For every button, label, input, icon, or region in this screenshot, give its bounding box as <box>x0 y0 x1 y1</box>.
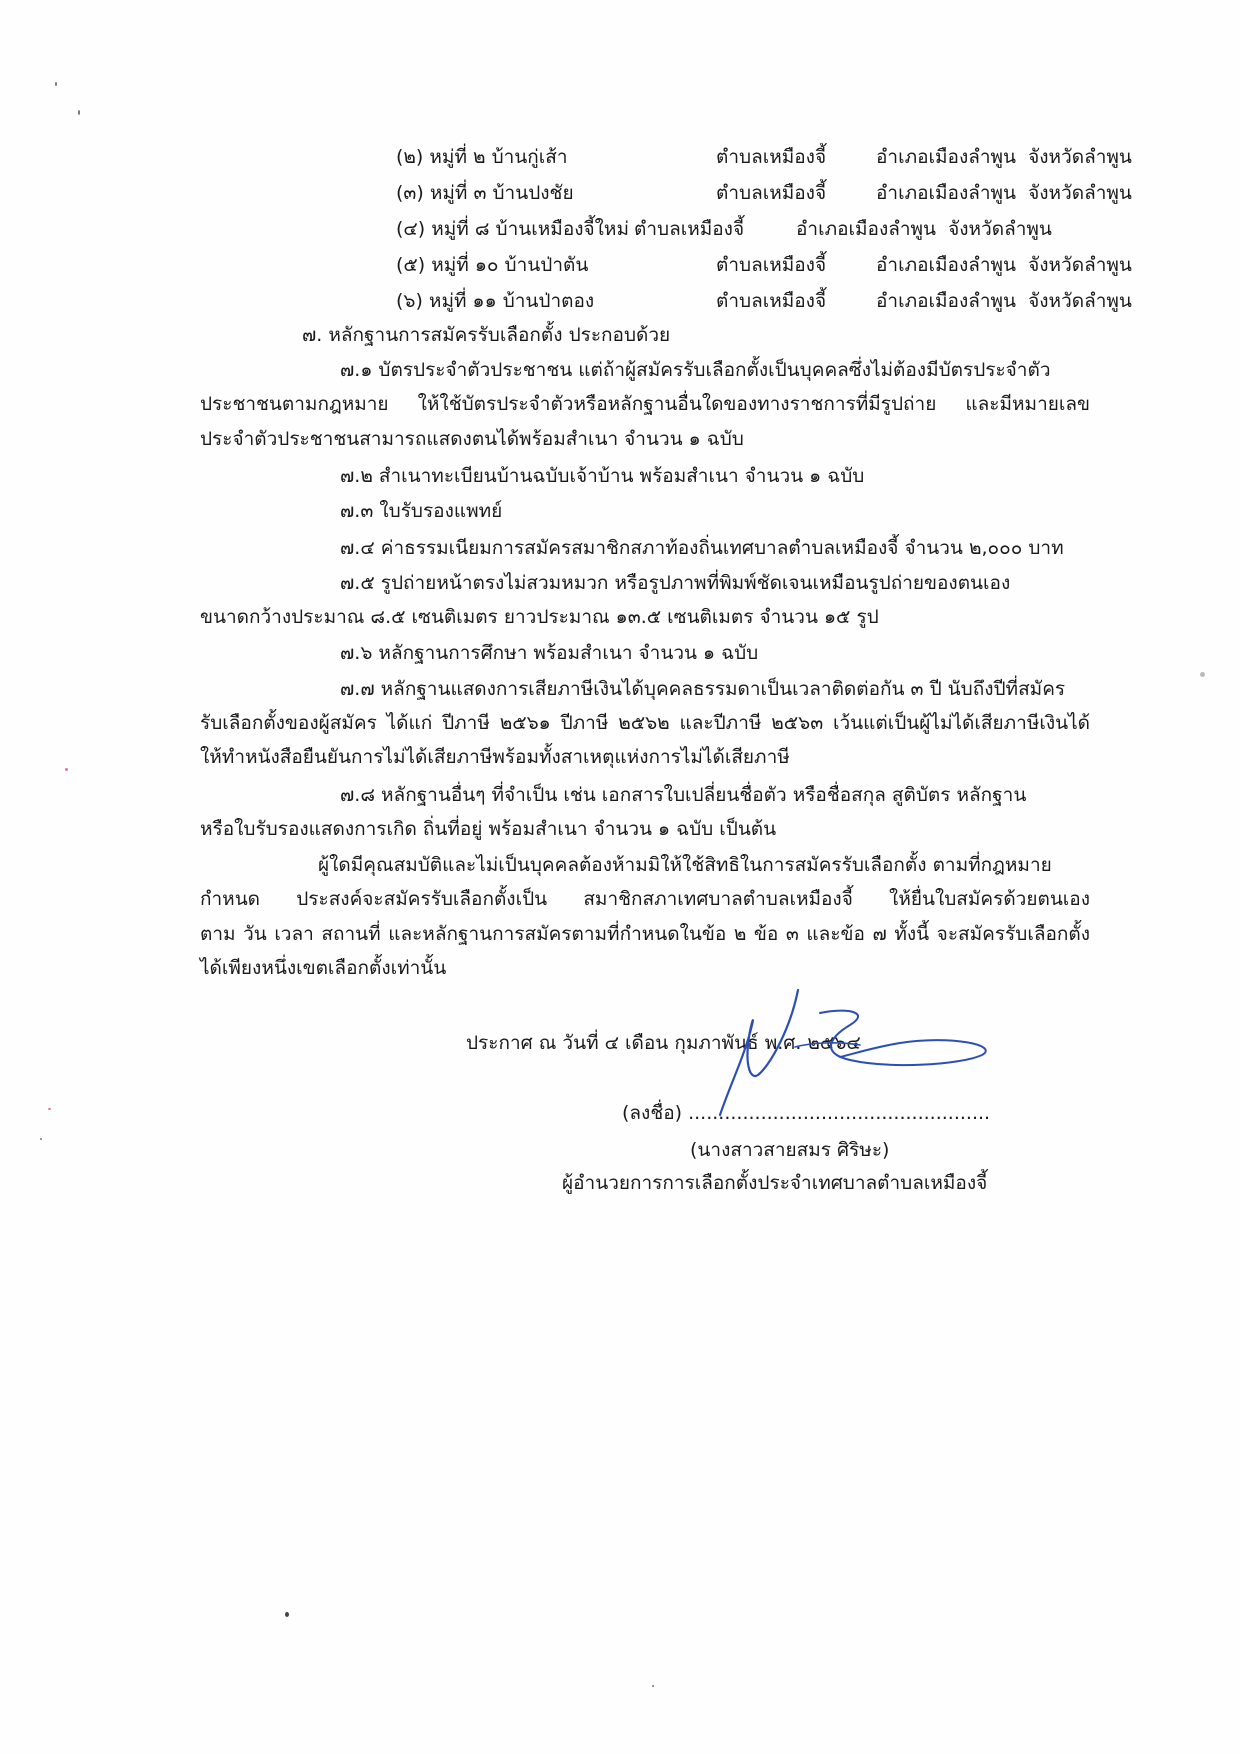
village-subdistrict: ตำบลเหมืองจี้ <box>634 218 745 240</box>
village-district-province <box>876 178 1132 208</box>
village-province: จังหวัดลำพูน <box>1028 290 1132 312</box>
item-7-6: ๗.๖ หลักฐานการศึกษา พร้อมสำเนา จำนวน ๑ ฉบับ <box>340 642 759 664</box>
signer-name: (นางสาวสายสมร ศิริษะ) <box>690 1139 890 1161</box>
village-number: (๕) หมู่ที่ ๑๐ บ้านป่าตัน <box>396 254 589 276</box>
signature-line: (ลงชื่อ) .................................................. <box>622 1102 991 1124</box>
scan-speck <box>48 1108 51 1110</box>
closing-line: ได้เพียงหนึ่งเขตเลือกตั้งเท่านั้น <box>200 957 447 979</box>
signer-title: ผู้อำนวยการการเลือกตั้งประจำเทศบาลตำบลเหมืองจี้ <box>562 1172 988 1194</box>
village-district-province <box>796 214 1052 244</box>
item-7-7-line: รับเลือกตั้งของผู้สมัคร ได้แก่ ปีภาษี ๒๕๖๑ ปีภาษี ๒๕๖๒ และปีภาษี ๒๕๖๓ เว้นแต่เป็นผู้ไม่ได้เสียภาษีเงินได้ <box>200 712 1090 734</box>
village-row <box>396 142 1132 172</box>
handwritten-signature <box>700 985 1000 1125</box>
village-province: จังหวัดลำพูน <box>1028 182 1132 204</box>
item-7-3: ๗.๓ ใบรับรองแพทย์ <box>340 500 503 522</box>
village-subdistrict: ตำบลเหมืองจี้ <box>716 146 827 168</box>
village-district-province <box>876 142 1132 172</box>
village-district: อำเภอเมืองลำพูน <box>796 218 937 240</box>
item-7-8-line: ๗.๘ หลักฐานอื่นๆ ที่จำเป็น เช่น เอกสารใบเปลี่ยนชื่อตัว หรือชื่อสกุล สูติบัตร หลักฐาน <box>340 784 1027 806</box>
village-province: จังหวัดลำพูน <box>1028 146 1132 168</box>
village-number: (๖) หมู่ที่ ๑๑ บ้านป่าตอง <box>396 290 595 312</box>
village-district: อำเภอเมืองลำพูน <box>876 254 1017 276</box>
item-7-4: ๗.๔ ค่าธรรมเนียมการสมัครสมาชิกสภาท้องถิ่นเทศบาลตำบลเหมืองจี้ จำนวน ๒,๐๐๐ บาท <box>340 537 1064 559</box>
announcement-date: ประกาศ ณ วันที่ ๔ เดือน กุมภาพันธ์ พ.ศ. ๒๕๖๔ <box>466 1032 861 1054</box>
village-row <box>396 250 1132 280</box>
village-row <box>396 178 1132 208</box>
scan-speck <box>285 1612 289 1617</box>
item-7-1-line: ๗.๑ บัตรประจำตัวประชาชน แต่ถ้าผู้สมัครรับเลือกตั้งเป็นบุคคลซึ่งไม่ต้องมีบัตรประจำตัว <box>340 359 1051 381</box>
village-subdistrict: ตำบลเหมืองจี้ <box>716 254 827 276</box>
item-7-5-line: ๗.๕ รูปถ่ายหน้าตรงไม่สวมหมวก หรือรูปภาพที่พิมพ์ชัดเจนเหมือนรูปถ่ายของตนเอง <box>340 572 1011 594</box>
village-number: (๒) หมู่ที่ ๒ บ้านกู่เส้า <box>396 146 568 168</box>
village-subdistrict: ตำบลเหมืองจี้ <box>716 290 827 312</box>
village-subdistrict: ตำบลเหมืองจี้ <box>716 182 827 204</box>
scan-speck <box>1200 672 1205 677</box>
village-number: (๔) หมู่ที่ ๘ บ้านเหมืองจี้ใหม่ <box>396 218 629 240</box>
village-row <box>396 286 1132 316</box>
scan-speck <box>65 768 68 771</box>
item-7-1-line: ประชาชนตามกฎหมาย ให้ใช้บัตรประจำตัวหรือหลักฐานอื่นใดของทางราชการที่มีรูปถ่าย และมีหมายเลข <box>200 393 1090 415</box>
village-row <box>396 214 1096 244</box>
village-district-province <box>876 250 1132 280</box>
closing-line: กำหนด ประสงค์จะสมัครรับเลือกตั้งเป็น สมาชิกสภาเทศบาลตำบลเหมืองจี้ ให้ยื่นใบสมัครด้วยตนเอง <box>200 888 1090 910</box>
item-7-8-line: หรือใบรับรองแสดงการเกิด ถิ่นที่อยู่ พร้อมสำเนา จำนวน ๑ ฉบับ เป็นต้น <box>200 818 777 840</box>
village-district: อำเภอเมืองลำพูน <box>876 146 1017 168</box>
closing-line: ตาม วัน เวลา สถานที่ และหลักฐานการสมัครตามที่กำหนดในข้อ ๒ ข้อ ๓ และข้อ ๗ ทั้งนี้ จะสมัครรับเลือกตั้ง <box>200 923 1090 945</box>
item-7-7-line: ให้ทำหนังสือยืนยันการไม่ได้เสียภาษีพร้อมทั้งสาเหตุแห่งการไม่ได้เสียภาษี <box>200 746 790 768</box>
village-number: (๓) หมู่ที่ ๓ บ้านปงชัย <box>396 182 574 204</box>
village-province: จังหวัดลำพูน <box>948 218 1052 240</box>
item-7-7-line: ๗.๗ หลักฐานแสดงการเสียภาษีเงินได้บุคคลธรรมดาเป็นเวลาติดต่อกัน ๓ ปี นับถึงปีที่สมัคร <box>340 678 1066 700</box>
item-7-2: ๗.๒ สำเนาทะเบียนบ้านฉบับเจ้าบ้าน พร้อมสำเนา จำนวน ๑ ฉบับ <box>340 465 865 487</box>
scan-speck <box>652 1685 654 1687</box>
scan-speck <box>55 82 57 86</box>
village-district: อำเภอเมืองลำพูน <box>876 182 1017 204</box>
closing-line: ผู้ใดมีคุณสมบัติและไม่เป็นบุคคลต้องห้ามมิให้ใช้สิทธิในการสมัครรับเลือกตั้ง ตามที่กฎหมาย <box>318 854 1052 876</box>
item-7-5-line: ขนาดกว้างประมาณ ๘.๕ เซนติเมตร ยาวประมาณ ๑๓.๕ เซนติเมตร จำนวน ๑๕ รูป <box>200 606 879 628</box>
scan-speck <box>40 1138 42 1140</box>
section-heading: ๗. หลักฐานการสมัครรับเลือกตั้ง ประกอบด้วย <box>302 324 671 346</box>
village-district-province <box>876 286 1132 316</box>
village-district: อำเภอเมืองลำพูน <box>876 290 1017 312</box>
village-province: จังหวัดลำพูน <box>1028 254 1132 276</box>
item-7-1-line: ประจำตัวประชาชนสามารถแสดงตนได้พร้อมสำเนา จำนวน ๑ ฉบับ <box>200 428 744 450</box>
scan-speck <box>78 110 80 115</box>
